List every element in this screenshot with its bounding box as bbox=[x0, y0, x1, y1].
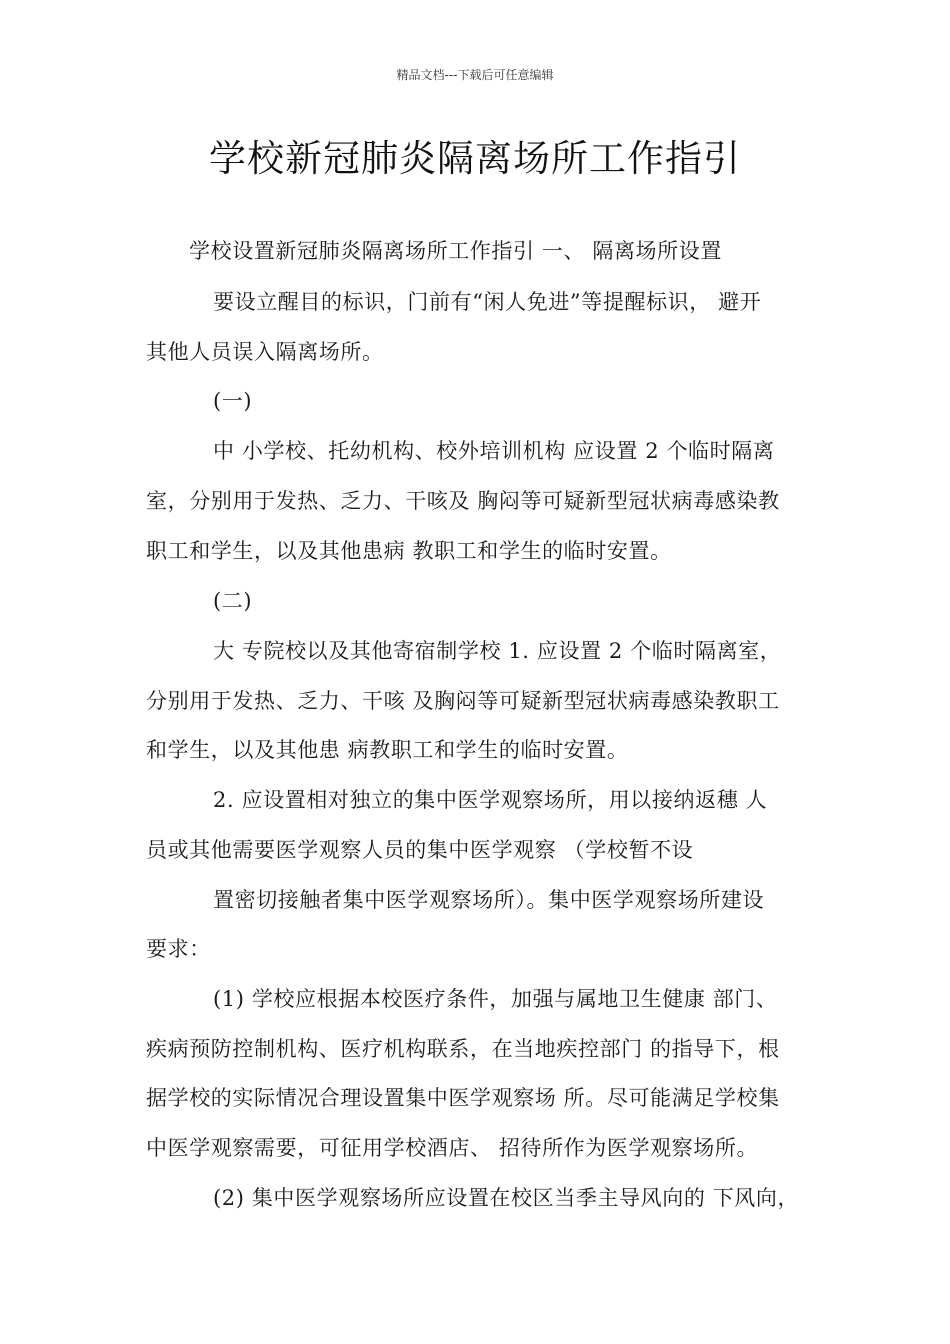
text-line: 据学校的实际情况合理设置集中医学观察场 所。尽可能满足学校集 bbox=[146, 1086, 780, 1110]
text-line: 和学生，以及其他患 病教职工和学生的临时安置。 bbox=[146, 738, 629, 762]
text-line: 要设立醒目的标识，门前有“闲人免进”等提醒标识， 避开 bbox=[213, 290, 762, 314]
text-line: 中医学观察需要，可征用学校酒店、 招待所作为医学观察场所。 bbox=[146, 1136, 759, 1160]
text-line: 学校设置新冠肺炎隔离场所工作指引 一、 隔离场所设置 bbox=[189, 239, 722, 263]
text-line: 要求： bbox=[146, 937, 211, 961]
text-line: 室，分别用于发热、乏力、干咳及 胸闷等可疑新型冠状病毒感染教 bbox=[146, 489, 780, 513]
text-line: 大 专院校以及其他寄宿制学校 1. 应设置 2 个临时隔离室， bbox=[213, 639, 782, 663]
text-line: 中 小学校、托幼机构、校外培训机构 应设置 2 个临时隔离 bbox=[213, 439, 775, 463]
text-line: 职工和学生，以及其他患病 教职工和学生的临时安置。 bbox=[146, 539, 672, 563]
text-line: 其他人员误入隔离场所。 bbox=[146, 340, 384, 364]
text-line: (一) bbox=[213, 389, 253, 413]
text-line: 2. 应设置相对独立的集中医学观察场所，用以接纳返穗 人 bbox=[213, 788, 768, 812]
document-title: 学校新冠肺炎隔离场所工作指引 bbox=[209, 137, 741, 180]
text-line: 疾病预防控制机构、医疗机构联系，在当地疾控部门 的指导下，根 bbox=[146, 1037, 780, 1061]
text-line: 员或其他需要医学观察人员的集中医学观察 （学校暂不设 bbox=[146, 838, 694, 862]
text-line: 置密切接触者集中医学观察场所）。集中医学观察场所建设 bbox=[213, 888, 765, 912]
text-line: (二) bbox=[213, 589, 253, 613]
text-line: 分别用于发热、乏力、干咳 及胸闷等可疑新型冠状病毒感染教职工 bbox=[146, 689, 780, 713]
text-line: (1) 学校应根据本校医疗条件，加强与属地卫生健康 部门、 bbox=[213, 987, 778, 1011]
header-note: 精品文档---下载后可任意编辑 bbox=[396, 68, 554, 82]
text-line: (2) 集中医学观察场所应设置在校区当季主导风向的 下风向， bbox=[213, 1186, 800, 1210]
